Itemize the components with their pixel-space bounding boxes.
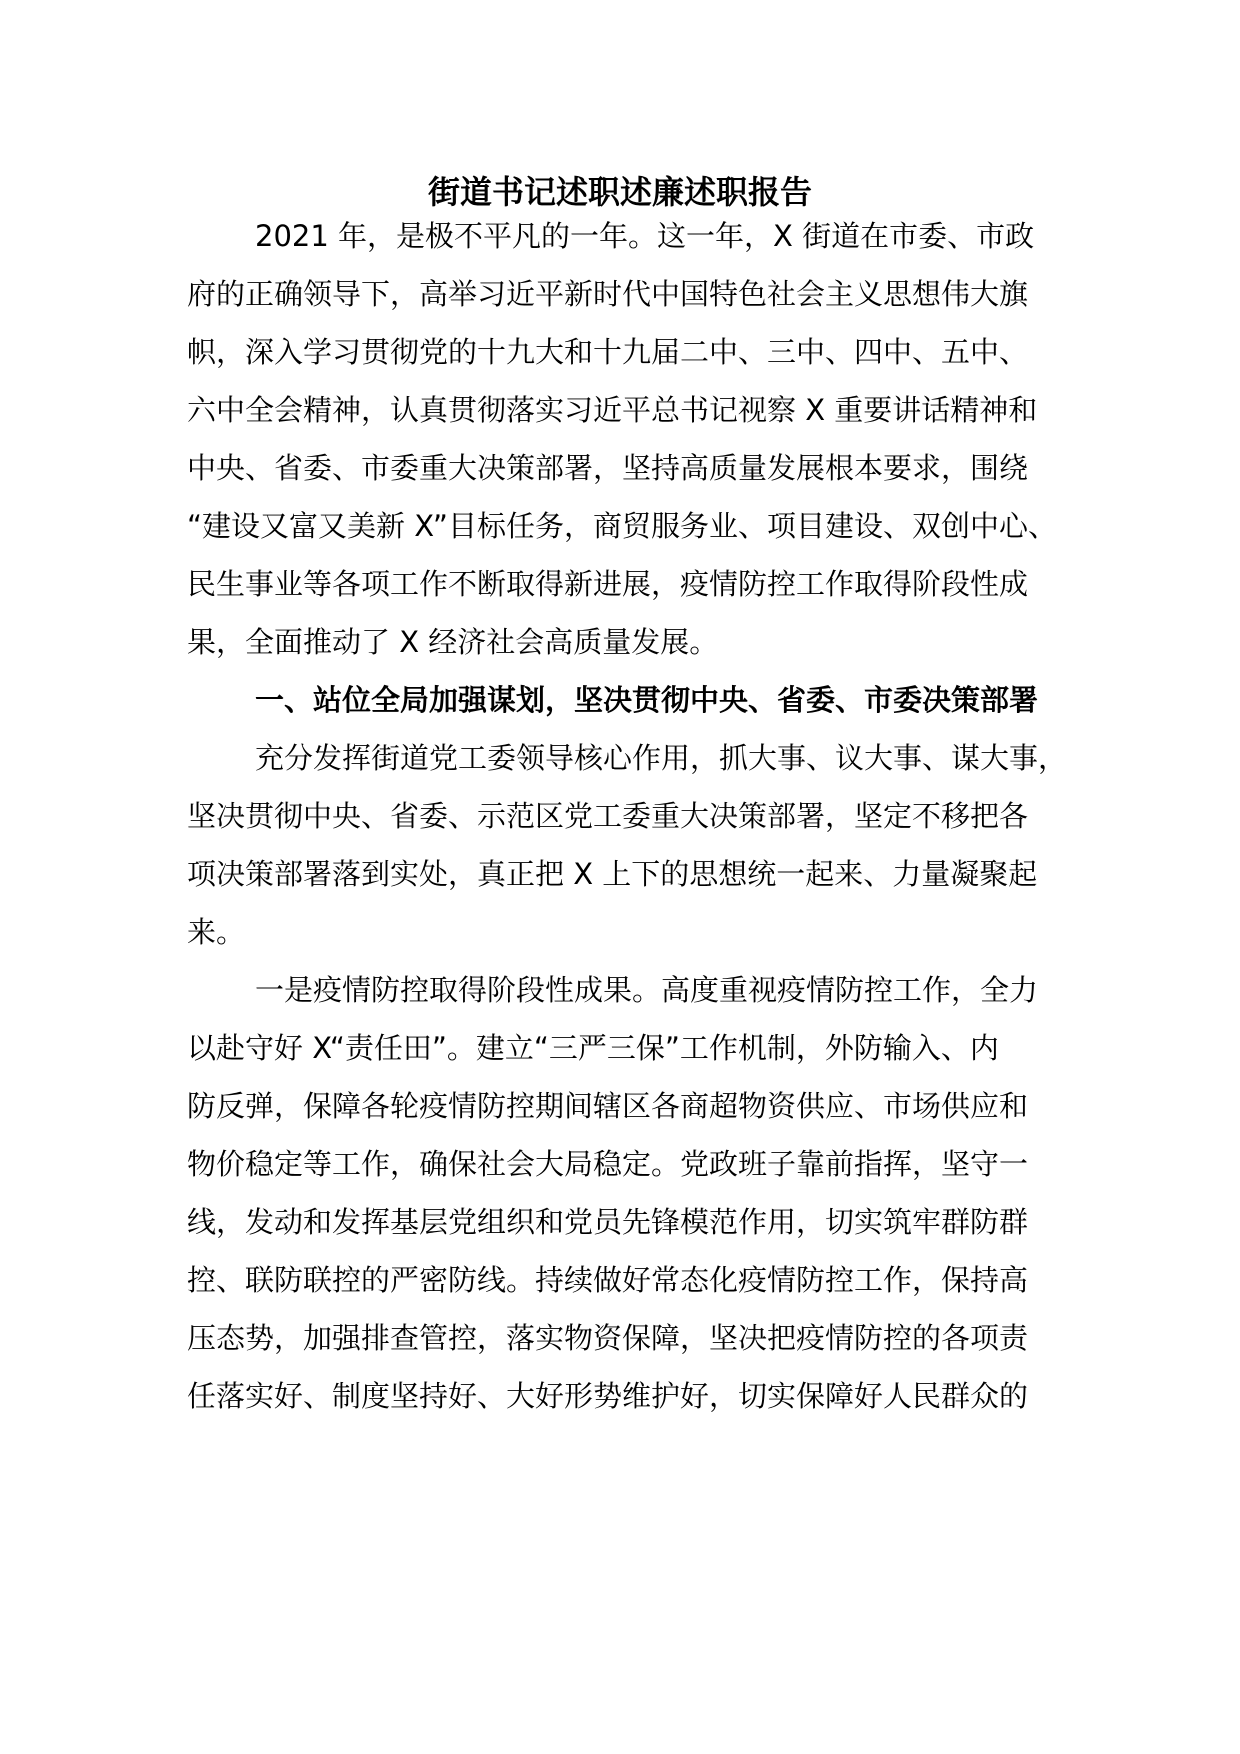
- section-heading: 一、站位全局加强谋划，坚决贯彻中央、省委、市委决策部署: [255, 683, 1039, 717]
- paragraph-line: 一是疫情防控取得阶段性成果。高度重视疫情防控工作，全力: [255, 973, 1039, 1007]
- paragraph-line: 防反弹，保障各轮疫情防控期间辖区各商超物资供应、市场供应和: [187, 1089, 1029, 1123]
- paragraph-line: 府的正确领导下，高举习近平新时代中国特色社会主义思想伟大旗: [187, 277, 1029, 311]
- paragraph-line: “建设又富又美新 X”目标任务，商贸服务业、项目建设、双创中心、: [187, 509, 1057, 543]
- paragraph-line: 项决策部署落到实处，真正把 X 上下的思想统一起来、力量凝聚起: [187, 857, 1038, 891]
- paragraph-line: 任落实好、制度坚持好、大好形势维护好，切实保障好人民群众的: [187, 1379, 1029, 1413]
- document-title: 街道书记述职述廉述职报告: [427, 173, 812, 211]
- paragraph-line: 来。: [187, 915, 246, 949]
- paragraph-line: 线，发动和发挥基层党组织和党员先锋模范作用，切实筑牢群防群: [187, 1205, 1029, 1239]
- paragraph-line: 2021 年，是极不平凡的一年。这一年，X 街道在市委、市政: [255, 219, 1035, 253]
- paragraph-line: 六中全会精神，认真贯彻落实习近平总书记视察 X 重要讲话精神和: [187, 393, 1038, 427]
- paragraph-line: 坚决贯彻中央、省委、示范区党工委重大决策部署，坚定不移把各: [187, 799, 1029, 833]
- paragraph-line: 以赴守好 X“责任田”。建立“三严三保”工作机制，外防输入、内: [187, 1031, 999, 1065]
- paragraph-line: 帜，深入学习贯彻党的十九大和十九届二中、三中、四中、五中、: [187, 335, 1029, 369]
- paragraph-line: 民生事业等各项工作不断取得新进展，疫情防控工作取得阶段性成: [187, 567, 1029, 601]
- paragraph-line: 果，全面推动了 X 经济社会高质量发展。: [187, 625, 719, 659]
- paragraph-line: 充分发挥街道党工委领导核心作用，抓大事、议大事、谋大事，: [255, 741, 1068, 775]
- paragraph-line: 中央、省委、市委重大决策部署，坚持高质量发展根本要求，围绕: [187, 451, 1029, 485]
- paragraph-line: 压态势，加强排查管控，落实物资保障，坚决把疫情防控的各项责: [187, 1321, 1029, 1355]
- paragraph-line: 控、联防联控的严密防线。持续做好常态化疫情防控工作，保持高: [187, 1263, 1029, 1297]
- paragraph-line: 物价稳定等工作，确保社会大局稳定。党政班子靠前指挥，坚守一: [187, 1147, 1029, 1181]
